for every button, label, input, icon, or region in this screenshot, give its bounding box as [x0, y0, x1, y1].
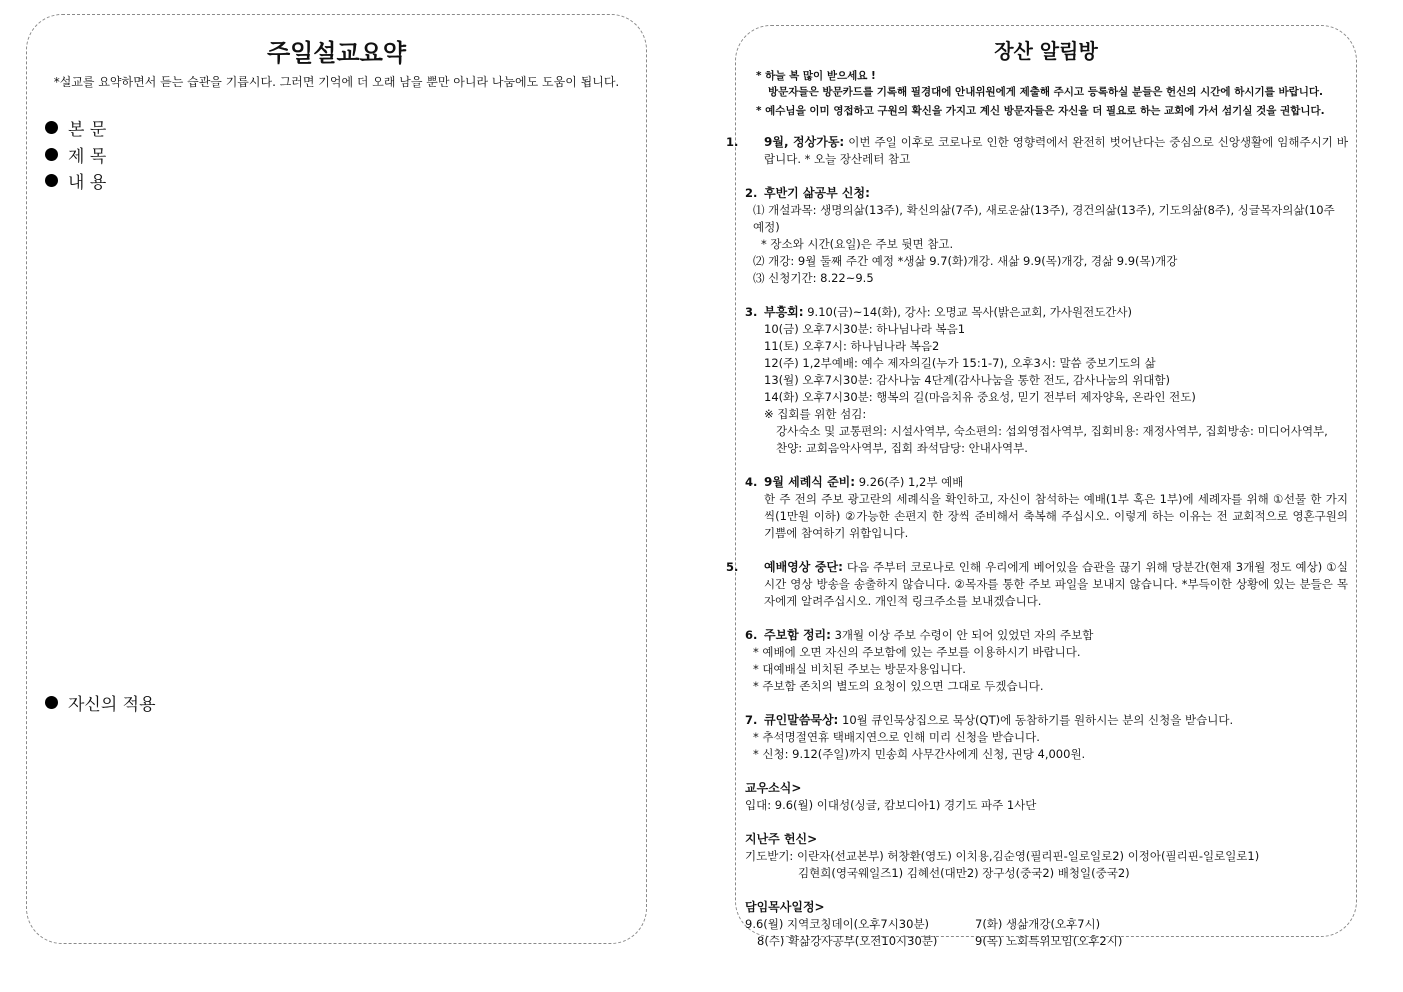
sermon-summary-panel	[26, 14, 647, 944]
announcement-number: 5.	[726, 560, 739, 574]
announcement-number: 4.	[745, 475, 758, 489]
announcement-heading: 주보함 정리:	[764, 628, 831, 642]
bullet-title	[45, 142, 106, 167]
bullet-dot-icon	[45, 121, 58, 134]
announcement-heading: 예배영상 중단:	[764, 560, 843, 574]
announcement-line: ※ 집회를 위한 섬김:	[764, 407, 867, 421]
member-news-line: 입대: 9.6(월) 이대성(싱글, 캄보디아1) 경기도 파주 1사단	[745, 798, 1037, 812]
announcement-7	[745, 712, 1348, 763]
announcement-list	[726, 134, 1349, 950]
announcement-2	[745, 185, 1348, 287]
announcement-line: ⑵ 개강: 9월 둘째 주간 예정 *생삶 9.7(화)개강. 새삶 9.9(목)개강, 경삶 9.9(목)개강	[753, 254, 1178, 268]
announcement-line: * 장소와 시간(요일)은 주보 뒷면 참고.	[761, 237, 954, 251]
announcement-6	[745, 627, 1348, 695]
bullet-label: 본 문	[68, 120, 107, 140]
announcement-text: 10월 큐인묵상집으로 묵상(QT)에 동참하기를 원하시는 분의 신청을 받습니다.	[838, 713, 1234, 727]
announcement-number: 2.	[745, 186, 758, 200]
member-news	[745, 780, 1348, 814]
announcement-number: 1.	[726, 135, 739, 149]
announcements-panel	[726, 25, 1357, 948]
schedule-heading: 담임목사일정>	[745, 900, 825, 914]
announcement-line: * 추석명절연휴 택배지연으로 인해 미리 신청을 받습니다.	[753, 730, 1040, 744]
announcement-line: ⑴ 개설과목: 생명의삶(13주), 확신의삶(7주), 새로운삶(13주), 경건의삶(13주), 기도의삶(8주), 싱글목자의삶(10주 예정)	[753, 203, 1335, 234]
announcement-body: 한 주 전의 주보 광고란의 세례식을 확인하고, 자신이 참석하는 예배(1부 혹은 1부)에 세례자를 위해 ①선물 한 가지씩(1만원 이하) ②가능한 손편지 한 장씩 준비해서 축복해 주십시오. 이렇게 하는 이유는 전 교회적으로 영혼구원의 기쁨에 참여하기 위함입니다.	[764, 492, 1348, 540]
visitor-notice-line2: 방문자들은 방문카드를 기록해 필경대에 안내위원에게 제출해 주시고 등록하실 분들은 헌신의 시간에 하시기를 바랍니다.	[768, 86, 1324, 98]
schedule-entry: 7(화) 생삶개강(오후7시)	[975, 917, 1101, 931]
bullet-scripture	[45, 115, 106, 140]
announcement-1	[726, 134, 1348, 168]
announcement-5	[726, 559, 1349, 610]
announcement-text: 9.10(금)~14(화), 강사: 오명교 목사(밝은교회, 가사원전도간사)	[803, 305, 1133, 319]
announcement-heading: 후반기 삶공부 신청:	[764, 186, 870, 200]
announcement-3	[745, 304, 1348, 457]
bullet-label: 제 목	[68, 147, 107, 167]
visitor-notice	[756, 68, 1331, 100]
schedule-row	[745, 916, 1348, 933]
schedule-entry: 9.6(월) 지역코칭데이(오후7시30분)	[745, 917, 930, 931]
announcement-line: 강사숙소 및 교통편의: 시설사역부, 숙소편의: 섭외영접사역부, 집회비용: 재정사역부, 집회방송: 미디어사역부,	[776, 424, 1328, 438]
pastor-schedule	[745, 899, 1348, 950]
announcement-line: 11(토) 오후7시: 하나님나라 복음2	[764, 339, 940, 353]
bullet-dot-icon	[45, 174, 58, 187]
announcement-line: 13(월) 오후7시30분: 감사나눔 4단계(감사나눔을 통한 전도, 감사나눔의 위대함)	[764, 373, 1171, 387]
believer-notice: * 예수님을 이미 영접하고 구원의 확신을 가지고 계신 방문자들은 자신을 더 필요로 하는 교회에 가서 섬기실 것을 권합니다.	[756, 105, 1325, 117]
schedule-entry: 8(수) 확삶강사공부(오전10시30분)	[757, 934, 938, 948]
announcement-line: 10(금) 오후7시30분: 하나님나라 복음1	[764, 322, 966, 336]
announcement-line: * 예배에 오면 자신의 주보함에 있는 주보를 이용하시기 바랍니다.	[753, 645, 1081, 659]
announcement-4	[745, 474, 1348, 542]
announcement-number: 3.	[745, 305, 758, 319]
announcement-heading: 큐인말씀묵상:	[764, 713, 839, 727]
bullet-application	[45, 690, 156, 715]
sermon-summary-note: *설교를 요약하면서 듣는 습관을 기릅시다. 그러면 기억에 더 오래 남을 뿐만 아니라 나눔에도 도움이 됩니다.	[53, 75, 620, 89]
schedule-row	[745, 933, 1348, 950]
bullet-dot-icon	[45, 148, 58, 161]
member-news-heading: 교우소식>	[745, 781, 802, 795]
announcements-title: 장산 알림방	[994, 39, 1098, 63]
announcement-line: 찬양: 교회음악사역부, 집회 좌석담당: 안내사역부.	[776, 441, 1028, 455]
announcement-line: * 주보함 존치의 별도의 요청이 있으면 그대로 두겠습니다.	[753, 679, 1044, 693]
bullet-content	[45, 168, 106, 193]
announcement-number: 7.	[745, 713, 758, 727]
bullet-label: 내 용	[68, 173, 107, 193]
announcement-line: ⑶ 신청기간: 8.22~9.5	[753, 271, 874, 285]
announcement-heading: 9월 세례식 준비:	[764, 475, 856, 489]
announcement-text: 3개월 이상 주보 수령이 안 되어 있었던 자의 주보함	[830, 628, 1094, 642]
announcement-heading: 부흥회:	[764, 305, 804, 319]
offering-line: 김현희(영국웨일즈1) 김혜선(대만2) 장구성(중국2) 배청일(중국2)	[798, 866, 1130, 880]
bullet-dot-icon	[45, 696, 58, 709]
offering-line: 기도받기: 이란자(선교본부) 허창환(영도) 이치용,김순영(필리핀-일로일로2) 이정아(필리핀-일로일로1)	[745, 849, 1260, 863]
last-week-offering	[745, 831, 1348, 882]
announcement-text: 이번 주일 이후로 코로나로 인한 영향력에서 완전히 벗어난다는 중심으로 신앙생활에 임해주시기 바랍니다. * 오늘 장산레터 참고	[764, 135, 1348, 166]
announcement-line: * 신청: 9.12(주일)까지 민송희 사무간사에게 신청, 권당 4,000원.	[753, 747, 1086, 761]
visitor-notice-line1: * 하늘 복 많이 받으세요 !	[756, 70, 876, 82]
bullet-label: 자신의 적용	[68, 695, 156, 715]
announcement-line: 12(주) 1,2부예배: 예수 제자의길(누가 15:1-7), 오후3시: 말씀 중보기도의 삶	[764, 356, 1156, 370]
announcement-heading: 9월, 정상가동:	[764, 135, 845, 149]
announcement-text: 9.26(주) 1,2부 예배	[855, 475, 964, 489]
announcement-text: 다음 주부터 코로나로 인해 우리에게 베어있을 습관을 끊기 위해 당분간(현재 3개월 정도 예상) ①실시간 영상 방송을 송출하지 않습니다. ②목자를 통한 주보 파일을 보내지 않습니다. *부득이한 상황에 있는 분들은 목자에게 알려주십시오. 개인적 링크주소를 보내겠습니다.	[764, 560, 1349, 608]
announcement-line: 14(화) 오후7시30분: 행복의 길(마음치유 중요성, 믿기 전부터 제자양육, 온라인 전도)	[764, 390, 1196, 404]
offering-heading: 지난주 헌신>	[745, 832, 818, 846]
schedule-entry: 9(목) 노회특위모임(오후2시)	[975, 934, 1123, 948]
announcement-line: * 대예배실 비치된 주보는 방문자용입니다.	[753, 662, 966, 676]
announcement-number: 6.	[745, 628, 758, 642]
sermon-summary-title: 주일설교요약	[266, 39, 407, 67]
